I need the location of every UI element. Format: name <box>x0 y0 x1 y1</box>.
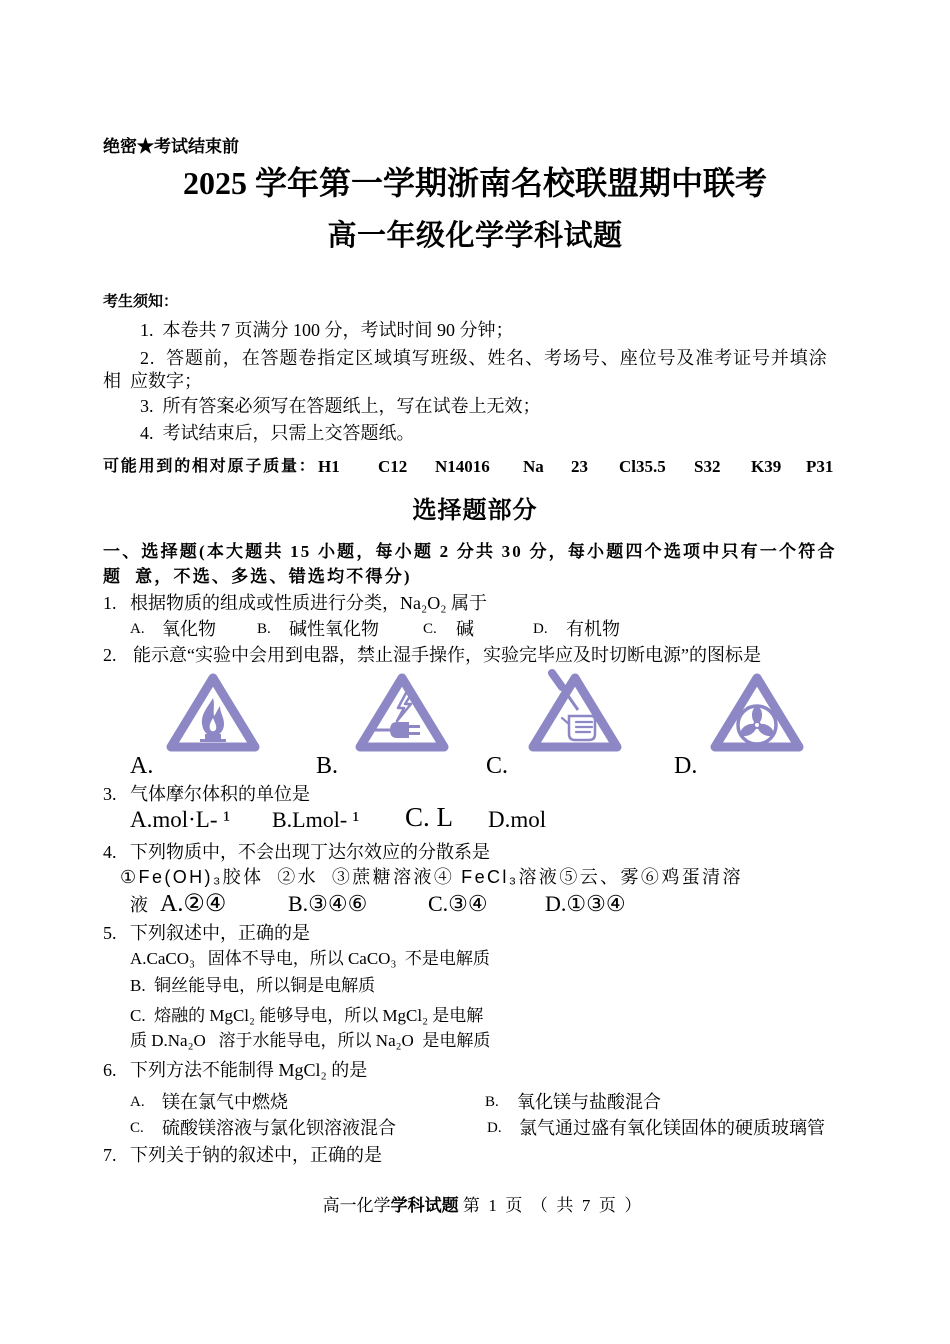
option-letter: D. <box>487 1120 502 1136</box>
hand-dropper-icon <box>525 668 625 756</box>
option-letter: D. <box>533 621 548 637</box>
question-5-stem: 下列叙述中，正确的是 <box>130 923 310 943</box>
atomic-mass-item: Cl35.5 <box>619 457 666 476</box>
option-letter: D. <box>674 753 698 779</box>
question-number: 7. <box>103 1145 117 1165</box>
notice-line-2-cont: 相 应数字； <box>103 371 202 391</box>
option-letter: B. <box>485 1094 499 1110</box>
question-number: 3. <box>103 784 117 804</box>
notice-heading: 考生须知： <box>103 294 179 310</box>
fan-icon <box>707 668 807 756</box>
question-4-stem: 下列物质中，不会出现丁达尔效应的分散系是 <box>130 842 490 862</box>
option-text: 有机物 <box>566 619 620 639</box>
option: B. 铜丝能导电，所以铜是电解质 <box>130 976 376 995</box>
option: D.mol <box>488 807 547 832</box>
section-heading-line-2: 题 意，不选、多选、错选均不得分) <box>103 567 412 586</box>
option: B.③④⑥ <box>288 891 368 916</box>
confidential-label: 绝密★考试结束前 <box>103 137 239 156</box>
atomic-mass-item: K39 <box>751 457 782 476</box>
atomic-mass-label: 可能用到的相对原子质量： <box>103 458 317 475</box>
option-text: 氧化物 <box>162 619 216 639</box>
question-6-stem: 下列方法不能制得 MgCl₂ 的是 <box>130 1060 368 1080</box>
option: D.①③④ <box>545 891 626 916</box>
option: C. 熔融的 MgCl₂ 能够导电，所以 MgCl₂ 是电解 <box>130 1006 484 1025</box>
option: C.③④ <box>428 891 488 916</box>
question-1-stem: 根据物质的组成或性质进行分类，Na₂O₂ 属于 <box>130 593 488 613</box>
footer-page-number: 第 1 页 （ 共 7 页 ） <box>458 1196 642 1215</box>
option: 质 D.Na₂O 溶于水能导电，所以 Na₂O 是电解质 <box>130 1031 491 1050</box>
item-text: 溶液⑤云、雾⑥鸡蛋清溶 <box>518 867 743 887</box>
question-number: 4. <box>103 842 117 862</box>
option: A.②④ <box>160 891 227 917</box>
option-letter: C. <box>423 621 437 637</box>
footer-prefix: 高一化学 <box>322 1196 391 1215</box>
exam-title: 2025 学年第一学期浙南名校联盟期中联考 <box>182 165 767 201</box>
footer-subject: 学科试题 <box>390 1196 459 1215</box>
atomic-mass-item: 23 <box>571 457 588 476</box>
notice-line-4: 4. 考试结束后，只需上交答题纸。 <box>140 423 415 443</box>
option-letter: B. <box>316 753 339 779</box>
option-letter: C. <box>130 1120 144 1136</box>
option-text: 碱性氧化物 <box>289 619 379 639</box>
item-formula: Fe(OH)₃ <box>138 867 223 887</box>
plug-electricity-icon <box>352 668 452 756</box>
notice-line-3: 3. 所有答案必须写在答题纸上，写在试卷上无效； <box>140 396 541 416</box>
atomic-mass-item: S32 <box>694 457 721 476</box>
atomic-mass-item: P31 <box>806 457 834 476</box>
option-letter: A. <box>130 621 145 637</box>
atomic-mass-item: Na <box>523 457 544 476</box>
item-formula: FeCl₃ <box>461 867 519 887</box>
atomic-mass-item: N14016 <box>435 457 490 476</box>
burner-flame-icon <box>163 668 263 756</box>
atomic-mass-item: C12 <box>378 457 408 476</box>
option: A.mol·L- ¹ <box>130 807 231 832</box>
atomic-mass-item: H1 <box>318 457 340 476</box>
item-text: 胶体 ②水 ③蔗糖溶液④ <box>222 867 462 887</box>
section-title: 选择题部分 <box>412 498 538 524</box>
option-text: 氯气通过盛有氧化镁固体的硬质玻璃管 <box>519 1118 825 1138</box>
question-4-items <box>120 865 743 889</box>
question-4-items-cont: 液 <box>130 895 148 915</box>
question-3-stem: 气体摩尔体积的单位是 <box>130 784 310 804</box>
option: A.CaCO₃ 固体不导电，所以 CaCO₃ 不是电解质 <box>130 949 490 968</box>
question-7-stem: 下列关于钠的叙述中，正确的是 <box>130 1145 382 1165</box>
option-letter: C. <box>486 753 509 779</box>
notice-line-2: 2. 答题前，在答题卷指定区域填写班级、姓名、考场号、座位号及准考证号并填涂 <box>140 348 828 368</box>
question-2-stem: 能示意“实验中会用到电器，禁止湿手操作，实验完毕应及时切断电源”的图标是 <box>133 645 761 665</box>
option-text: 碱 <box>456 619 474 639</box>
option-text: 镁在氯气中燃烧 <box>162 1092 288 1112</box>
option-letter: A. <box>130 753 154 779</box>
option-letter: A. <box>130 1094 145 1110</box>
question-number: 2. <box>103 645 117 665</box>
question-number: 5. <box>103 923 117 943</box>
page-footer <box>0 1194 950 1218</box>
notice-line-1: 1. 本卷共 7 页满分 100 分，考试时间 90 分钟； <box>140 320 514 340</box>
exam-subtitle: 高一年级化学学科试题 <box>327 220 623 252</box>
option: C. L <box>405 802 454 832</box>
section-heading-line-1: 一、选择题(本大题共 15 小题，每小题 2 分共 30 分，每小题四个选项中只有一个符合 <box>103 542 837 561</box>
option-text: 氧化镁与盐酸混合 <box>517 1092 661 1112</box>
option: B.Lmol- ¹ <box>272 807 360 832</box>
question-number: 1. <box>103 593 117 613</box>
option-letter: B. <box>257 621 271 637</box>
option-text: 硫酸镁溶液与氯化钡溶液混合 <box>162 1118 396 1138</box>
question-number: 6. <box>103 1060 117 1080</box>
item-text: ① <box>120 867 139 887</box>
